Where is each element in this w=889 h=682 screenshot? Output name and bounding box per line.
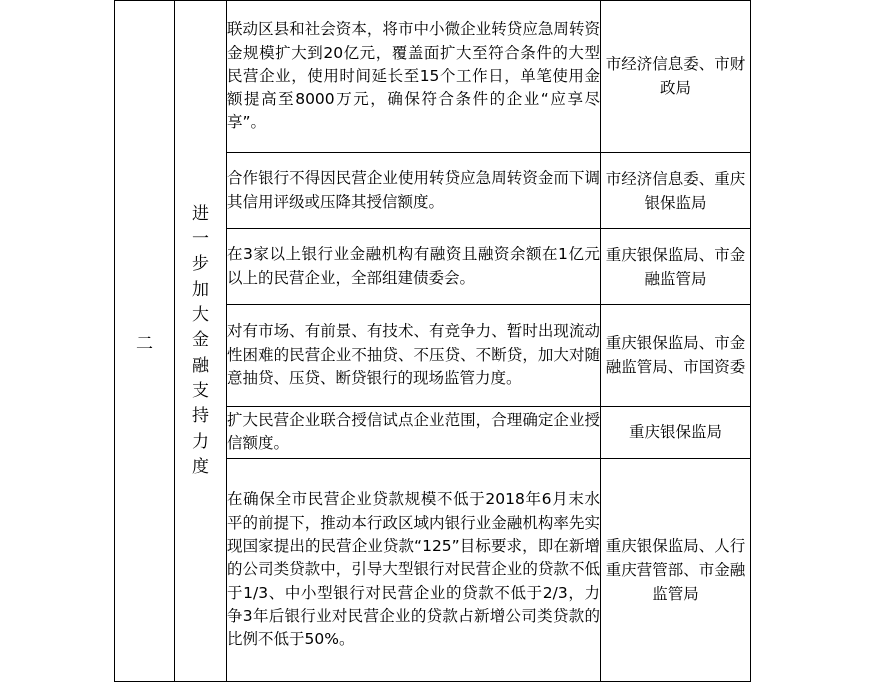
measure-cell [227,406,601,458]
department-text: 重庆银保监局、市金融监管局、市国资委 [605,334,746,377]
measure-text: 扩大民营企业联合授信试点企业范围，合理确定企业授信额度。 [227,410,600,453]
department-cell [601,304,751,406]
measure-text: 在确保全市民营企业贷款规模不低于2018年6月末水平的前提下，推动本行政区域内银行业金融机构率先实现国家提出的民营企业贷款“125”目标要求，即在新增的公司类贷款中，引导大型银行对民营企业的贷款不低于1/3、中小型银行对民营企业的贷款不低于2/3，力争3年后银行业对民营企业的贷款占新增公司类贷款的比例不低于50%。 [227,490,600,649]
department-cell [601,229,751,304]
measure-cell [227,229,601,304]
section-number-cell [115,1,175,682]
measure-cell [227,458,601,681]
section-number: 二 [136,333,153,354]
measure-text: 联动区县和社会资本，将市中小微企业转贷应急周转资金规模扩大到20亿元，覆盖面扩大至符合条件的大型民营企业，使用时间延长至15个工作日，单笔使用金额提高至8000万元，确保符合条件的企业“应享尽享”。 [227,20,600,132]
department-text: 市经济信息委、市财政局 [605,55,746,98]
measure-cell [227,1,601,153]
measure-text: 对有市场、有前景、有技术、有竞争力、暂时出现流动性困难的民营企业不抽贷、不压贷、不断贷，加大对随意抽贷、压贷、断贷银行的现场监管力度。 [227,322,600,387]
category-label: 进一步加大金融支持力度 [192,203,209,477]
department-cell [601,152,751,228]
policy-table [114,0,751,682]
department-text: 重庆银保监局、市金融监管局 [605,245,746,288]
department-text: 市经济信息委、重庆银保监局 [605,169,746,212]
category-cell [175,1,227,682]
department-text: 重庆银保监局 [628,423,722,442]
department-cell [601,458,751,681]
department-text: 重庆银保监局、人行重庆营管部、市金融监管局 [605,536,746,603]
table-row [115,1,751,153]
measure-cell [227,304,601,406]
department-cell [601,1,751,153]
measure-text: 合作银行不得因民营企业使用转贷应急周转资金而下调其信用评级或压降其授信额度。 [227,169,600,211]
measure-cell [227,152,601,228]
measure-text: 在3家以上银行业金融机构有融资且融资余额在1亿元以上的民营企业，全部组建债委会。 [227,245,600,287]
department-cell [601,406,751,458]
